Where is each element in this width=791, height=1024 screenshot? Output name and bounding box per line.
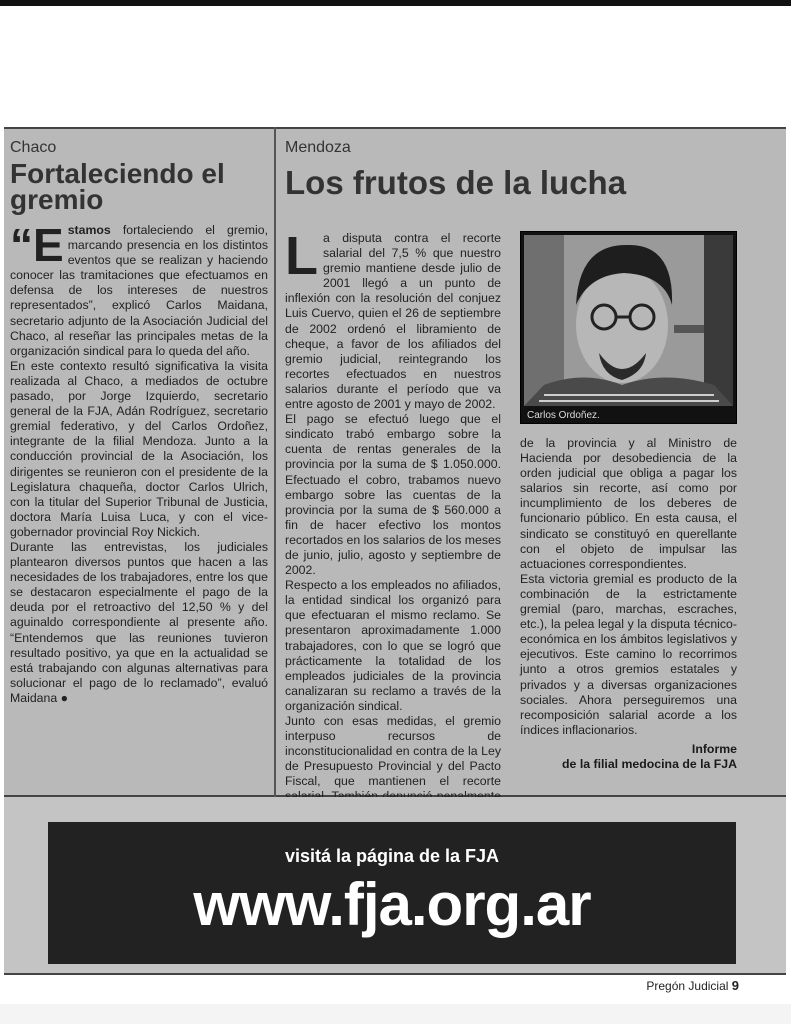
mendoza-header xyxy=(285,138,775,202)
bottom-edge xyxy=(0,1004,791,1024)
mendoza-drop-cap: L xyxy=(285,226,318,286)
signature-line-1: Informe xyxy=(691,741,737,756)
mendoza-paragraph-5: de la provincia y al Ministro de Hacienda por desobediencia de la orden judicial que obliga a pagar los salarios sin recorte, así como por incumplimiento de los deberes de funcionario público. En esta causa, el sindicato se constituyó en querellante con el objeto de impulsar las actuaciones correspondientes. xyxy=(520,436,737,571)
column-divider xyxy=(274,127,276,797)
page-footer xyxy=(646,978,739,993)
chaco-lead-word: stamos xyxy=(67,223,111,237)
banner-subtitle: visitá la página de la FJA xyxy=(284,846,500,866)
signature-line-2: de la filial medocina de la FJA xyxy=(562,756,737,771)
chaco-headline: Fortaleciendo el gremio xyxy=(10,158,225,215)
mendoza-paragraph-2: El pago se efectuó luego que el sindicato trabó embargo sobre la cuenta de rentas generales de la provincia por la suma de $ 1.050.000. Efectuado el cobro, trabamos nuevo embargo sobre las cuentas de la provincia por la suma de $ 560.000 a fin de hacer efectivo los montos recortados en los salarios de los meses de junio, julio, agosto y septiembre de 2002. xyxy=(285,412,501,578)
mendoza-headline: Los frutos de la lucha xyxy=(285,164,627,201)
chaco-region-label: Chaco xyxy=(10,139,57,156)
website-banner[interactable] xyxy=(48,822,736,964)
mendoza-paragraph-1 xyxy=(285,226,501,412)
portrait-photo xyxy=(520,231,737,424)
chaco-drop-letter: E xyxy=(33,219,64,271)
chaco-article xyxy=(10,138,268,706)
top-edge-bar xyxy=(0,0,791,6)
chaco-paragraph-3 xyxy=(10,540,268,706)
chaco-p3-text: Durante las entrevistas, los judiciales plantearon diversos puntos que hacen a las necesidades de los trabajadores, entre los que se destacaron especialmente el pago de la deuda por el retroactivo del 12,50 % y del aguinaldo correspondiente al presente año. “Entendemos que las reuniones tuvieron resultado positivo, ya que en la actualidad se está trabajando con algunas alternativas para solucionar el pago de lo reclamado”, evaluó Maidana xyxy=(10,539,268,705)
chaco-quote-mark: “ xyxy=(10,219,33,271)
portrait-image xyxy=(524,235,733,406)
page-number: 9 xyxy=(731,978,739,993)
mendoza-region-label: Mendoza xyxy=(285,139,351,156)
mendoza-column-1 xyxy=(285,226,501,820)
mendoza-paragraph-4: Junto con esas medidas, el gremio interpuso recursos de inconstitucionalidad en contra de la Ley de Presupuesto Provincial y del Pacto Fiscal, que mantienen el recorte xyxy=(285,714,501,789)
chaco-drop-cap xyxy=(10,219,64,271)
photo-caption: Carlos Ordoñez. xyxy=(527,410,600,421)
mendoza-p1-text: a disputa contra el recorte salarial del 7,5 % que nuestro gremio mantiene desde julio de 2001 llegó a un punto de inflexión con la resolución del conjuez Luis Cuervo, quien el 26 de septiembre de 2002 ordenó el libramiento de cheque, a favor de los afiliados del gremio judicial, reintegrando los recortes efectuados en nuestros salarios durante el período que va entre agosto de 2001 y mayo de 2002. xyxy=(285,231,501,412)
mendoza-paragraph-3: Respecto a los empleados no afiliados, la entidad sindical los organizó para que efectuaran el mismo reclamo. Se presentaron aproximadamente 1.000 trabajadores, con lo que se logró que prácticamente la totalidad de los empleados judiciales de la provincia canalizaran su reclamo a través de la organización sindical. xyxy=(285,578,501,713)
mendoza-paragraph-6: Esta victoria gremial es producto de la combinación de la estrictamente gremial (paro, marchas, escraches, etc.), la pelea legal y la disputa técnico-económica en los ámbitos legislativos y ejecutivos. Este camino lo recorrimos junto a otros gremios estatales y privados y a diversas organizaciones sociales. Ahora perseguiremos una recomposición salarial acorde a los índices inflacionarios. xyxy=(520,571,737,737)
mendoza-column-2 xyxy=(520,436,737,772)
mendoza-signature xyxy=(520,742,737,772)
chaco-paragraph-1 xyxy=(10,219,268,359)
portrait-illustration xyxy=(524,235,733,406)
publication-name: Pregón Judicial xyxy=(646,979,729,993)
chaco-p1-text: fortaleciendo el gremio, marcando presencia en los distintos eventos que se realizan y haciendo conocer las tramitaciones que efectuamos en defensa de los intereses de nuestros representados”, explicó Carlos Maidana, secretario adjunto de la Asociación Judicial del Chaco, al reseñar las principales metas de la organización sindical para lo queda del año. xyxy=(10,223,268,358)
chaco-paragraph-2: En este contexto resultó significativa la visita realizada al Chaco, a mediados de octubre pasado, por Jorge Izquierdo, secretario general de la FJA, Adán Rodríguez, secretario gremial federativo, y del Carlos Ordoñez, integrante de la filial Mendoza. Junto a la conducción provincial de la Asociación, los dirigentes se reunieron con el presidente de la Legislatura chaqueña, doctor Carlos Ulrich, con la titular del Superior Tribunal de Justicia, doctora María Luisa Luca, y con el vice-gobernador provincial Roy Nickich. xyxy=(10,358,268,539)
end-mark-icon: ● xyxy=(60,690,69,705)
banner-url-link[interactable]: www.fja.org.ar xyxy=(193,871,591,938)
